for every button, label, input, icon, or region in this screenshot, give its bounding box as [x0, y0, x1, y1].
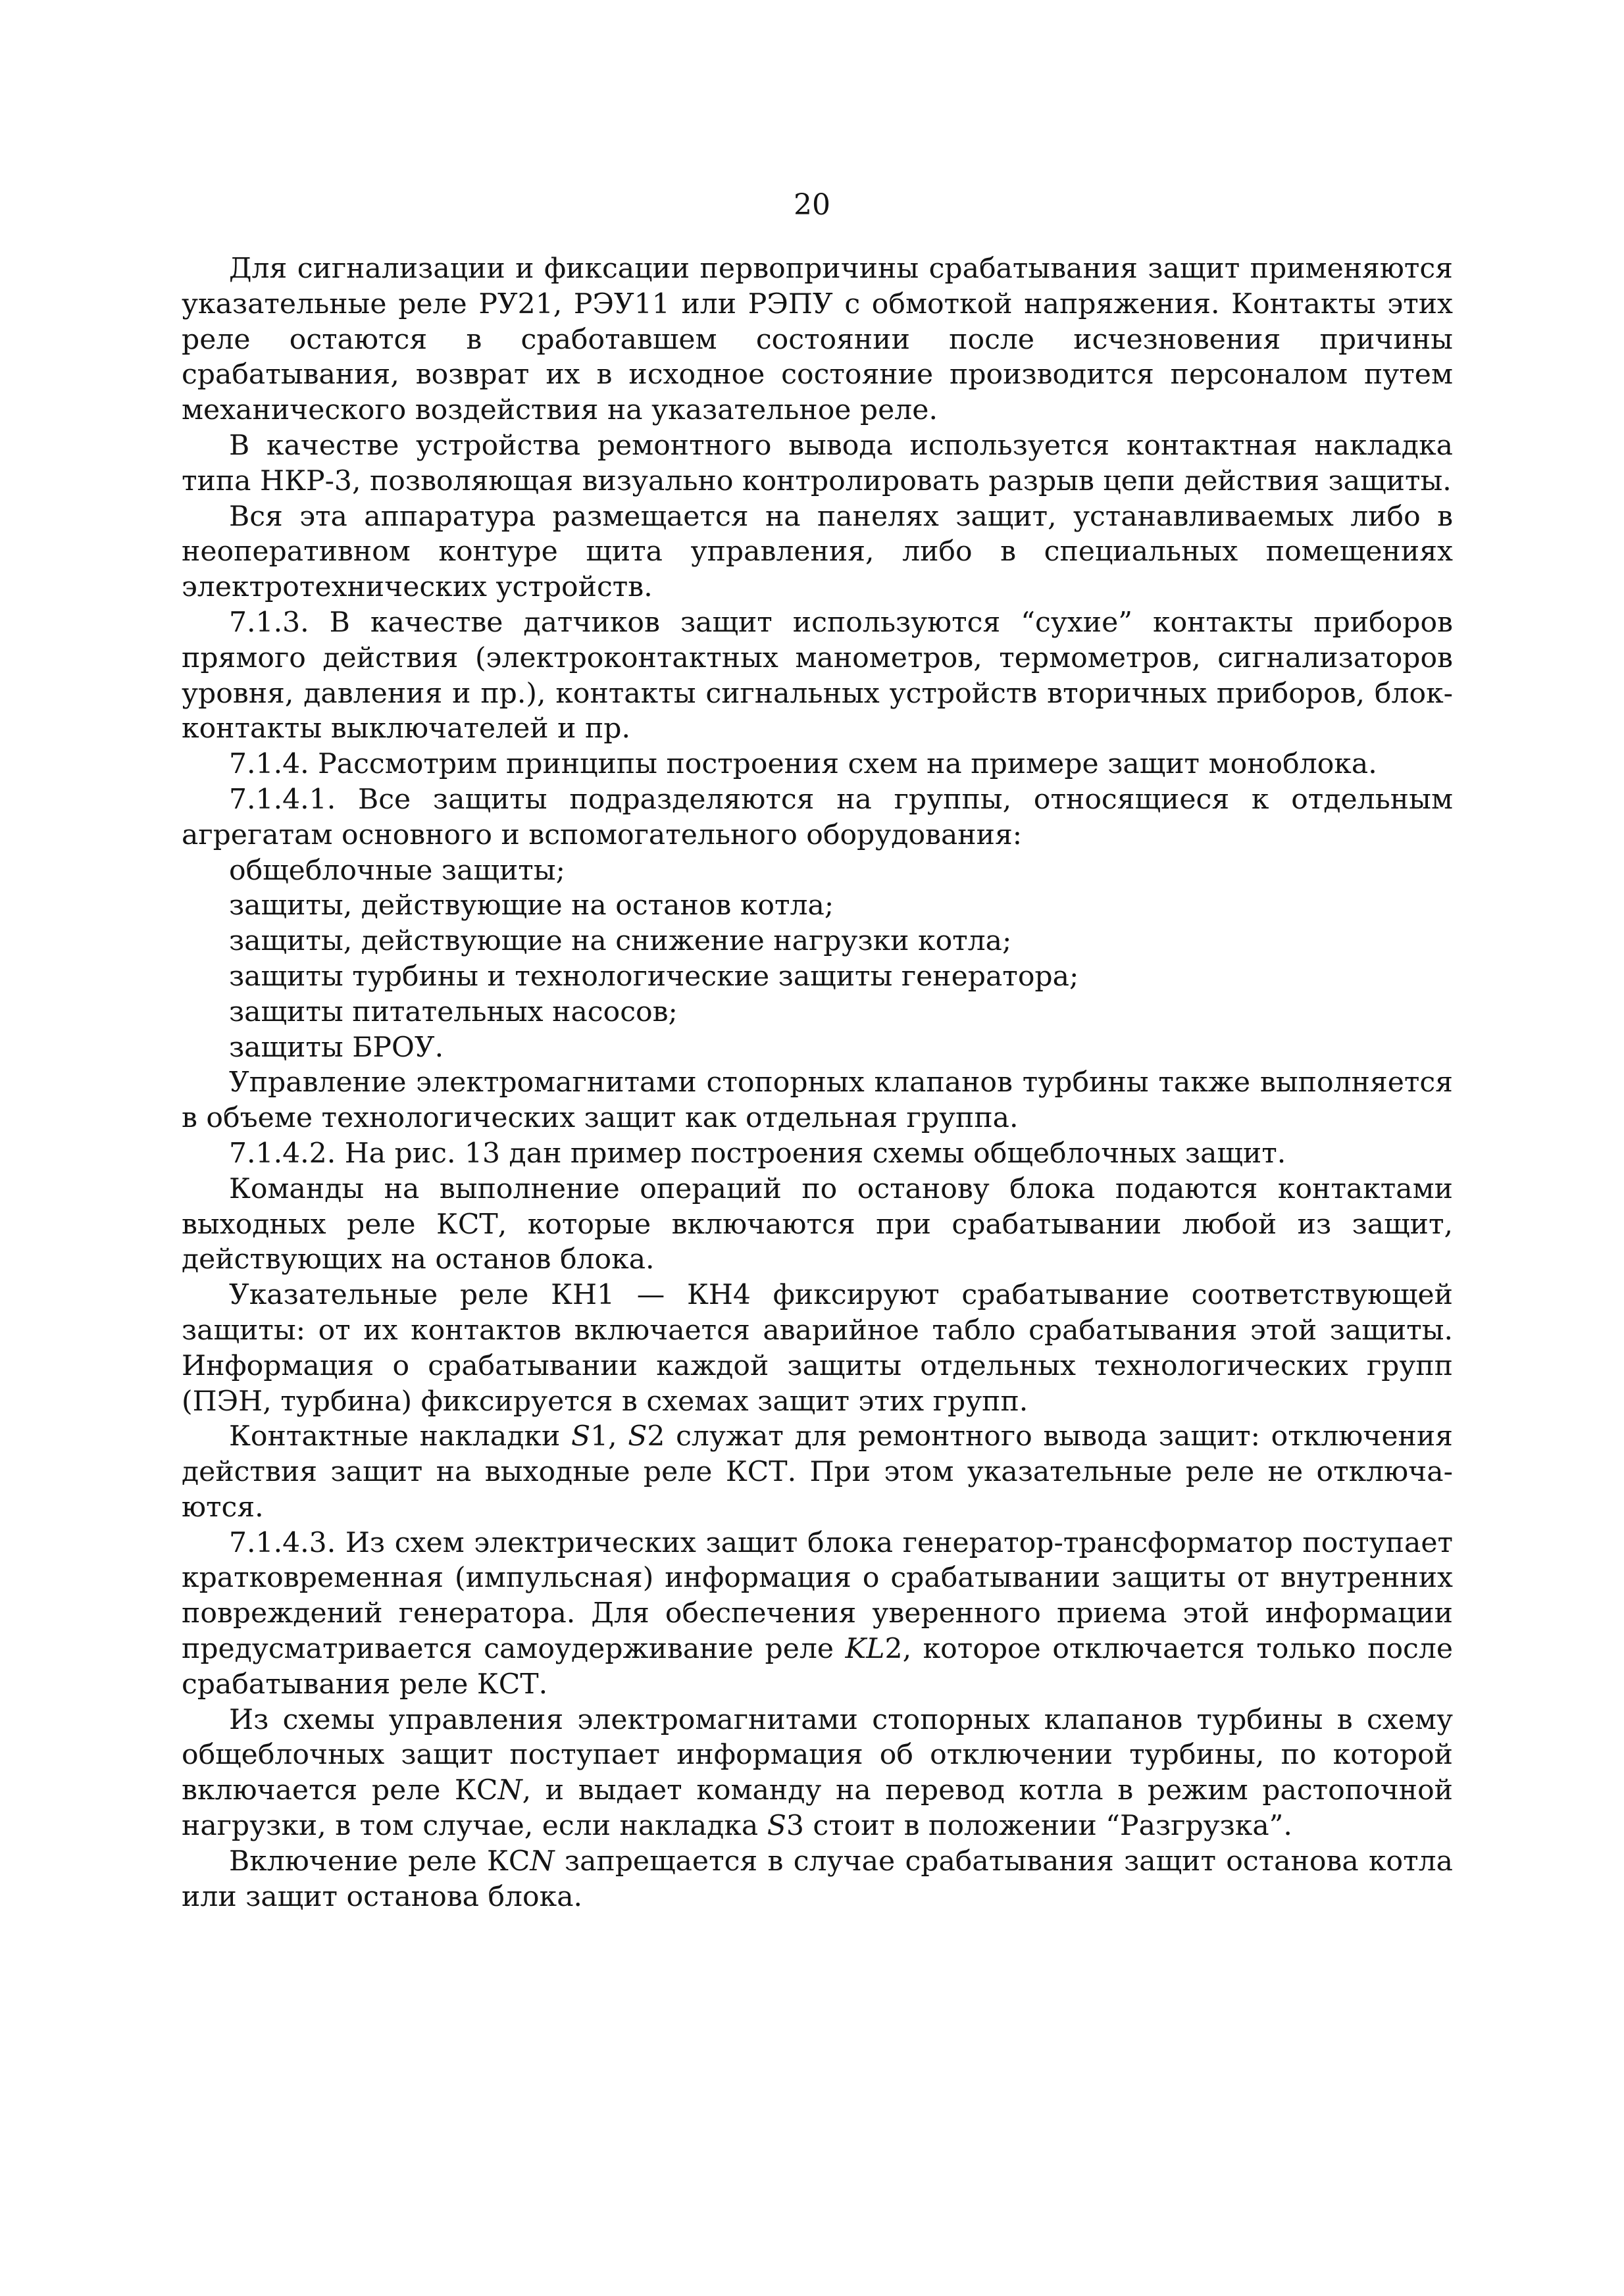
- paragraph-7-1-4-2: 7.1.4.2. На рис. 13 дан пример построения схемы общеблочных защит.: [229, 1137, 1286, 1170]
- list-item: защиты турбины и технологические защиты генератора;: [229, 960, 1079, 993]
- paragraph-7-1-3: 7.1.3. В качестве датчиков защит используются “сухие” контакты приборов прямого действия (электроконтактных манометров, термометров, сигнализаторов уровня, давления и пр.), контакты сигнальных устройств вторичных приборов, блок-контакты выключателей и пр.: [182, 606, 1453, 745]
- paragraph-indicator-relays: Для сигнализации и фиксации первопричины срабатывания защит применяются указательные реле РУ21, РЭУ11 или РЭПУ с обмоткой напряжения. Контакты этих реле остаются в сработавшем состоянии после исчезновения причины срабатывания, возврат их в исходное состояние производится персоналом путем механического воздействия на указательное реле.: [182, 253, 1453, 427]
- symbol-s3: S: [767, 1810, 786, 1843]
- text-run: 7.1.4.3. Из схем электрических защит блока генератор-трансформатор поступает кратковременная (импульсная) информация о срабатывании защиты от внутренних повреждений генератора. Для обеспечения уверенного приема этой информации предусматривается самоудерживание реле: [182, 1526, 1453, 1666]
- body-text: [182, 251, 1453, 1914]
- text-run: , и выдает команду на перевод котла в режим растопочной нагрузки, в том случае, если накладка: [182, 1774, 1453, 1843]
- symbol-n: N: [530, 1845, 555, 1878]
- text-run: запрещается в случае срабатывания защит останова котла или защит останова блока.: [182, 1845, 1453, 1913]
- paragraph-kcn-block: [182, 1844, 1453, 1915]
- paragraph-kst-commands: Команды на выполнение операций по останову блока подаются контактами выходных реле КСТ, которые включаются при срабатывании любой из защит, действующих на останов блока.: [182, 1172, 1453, 1276]
- symbol-n: N: [497, 1774, 522, 1807]
- list-item: защиты, действующие на останов котла;: [229, 889, 834, 922]
- list-item: общеблочные защиты;: [229, 854, 565, 887]
- paragraph-7-1-4-1: 7.1.4.1. Все защиты подразделяются на группы, относящиеся к отдельным агрегатам основного и вспомогательного оборудования:: [182, 783, 1453, 851]
- paragraph-stop-valves-control: Управление электромагнитами стопорных клапанов турбины также выполняется в объеме технологических защит как отдельная группа.: [182, 1066, 1453, 1135]
- list-item: защиты, действующие на снижение нагрузки котла;: [229, 925, 1012, 958]
- paragraph-kh-indicators: Указательные реле КН1 — КН4 фиксируют срабатывание соответствующей защиты: от их контактов включается аварийное табло срабатывания этой защиты. Информация о срабатывании каждой защиты отдельных технологических групп (ПЭН, турбина) фиксируется в схемах защит этих групп.: [182, 1279, 1453, 1418]
- list-item: защиты питательных насосов;: [229, 995, 678, 1028]
- symbol-s1: S: [571, 1420, 591, 1453]
- symbol-s2: S: [628, 1420, 647, 1453]
- paragraph-equipment-placement: Вся эта аппаратура размещается на панелях защит, устанавливаемых либо в неоперативном контуре щита управления, либо в специальных помещениях электротехнических устройств.: [182, 500, 1453, 604]
- list-item: защиты БРОУ.: [229, 1031, 444, 1064]
- page-number: 20: [794, 188, 830, 222]
- paragraph-contact-overlays: [182, 1419, 1453, 1525]
- text-run: 3 стоит в положении “Разгрузка”.: [786, 1810, 1292, 1843]
- text-run: 1,: [590, 1420, 628, 1453]
- paragraph-kcn-relay: [182, 1703, 1453, 1844]
- text-run: Контактные накладки: [229, 1420, 571, 1453]
- symbol-kl: KL: [845, 1633, 885, 1666]
- text-run: Из схемы управления электромагнитами стопорных клапанов турбины в схему общеблочных защит поступает информация об отключении турбины, по которой включается реле КС: [182, 1703, 1453, 1807]
- protection-groups-list: [182, 853, 1453, 1066]
- paragraph-7-1-4: 7.1.4. Рассмотрим принципы построения схем на примере защит моноблока.: [229, 748, 1377, 781]
- text-run: Включение реле КС: [229, 1845, 530, 1878]
- text-run: 2, которое отключается только после срабатывания реле КСТ.: [182, 1633, 1453, 1701]
- paragraph-repair-device: В качестве устройства ремонтного вывода используется контактная накладка типа НКР-3, позволяющая визуально контролировать разрыв цепи действия защиты.: [182, 429, 1453, 497]
- text-run: 2 служат для ремонтного вывода защит: отключения действия защит на выходные реле КСТ. При этом указательные реле не отключаются.: [182, 1420, 1453, 1524]
- paragraph-7-1-4-3: [182, 1526, 1453, 1703]
